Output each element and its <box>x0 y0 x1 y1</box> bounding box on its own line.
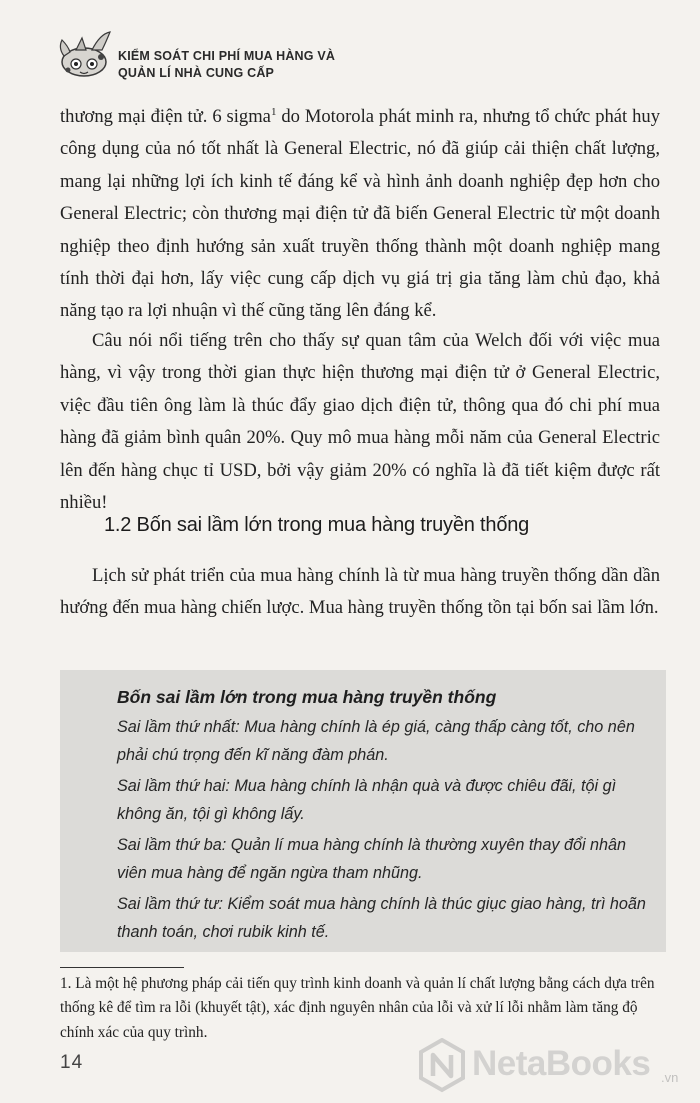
page-header <box>50 20 670 100</box>
paragraph-3-text: Lịch sử phát triển của mua hàng chính là từ mua hàng truyền thống dần dần hướng đến mua hàng chiến lược. Mua hàng truyền thống tồn tại bốn sai lầm lớn. <box>60 565 660 619</box>
paragraph-3 <box>60 560 660 625</box>
running-header-title <box>118 48 335 82</box>
netabooks-logo-icon <box>418 1038 466 1094</box>
box-title: Bốn sai lầm lớn trong mua hàng truyền thống <box>117 687 497 707</box>
watermark <box>418 1036 698 1096</box>
paragraph-1-start: thương mại điện tử. 6 sigma <box>60 106 271 127</box>
box-item-2: Sai lầm thứ hai: Mua hàng chính là nhận quà và được chiêu đãi, tội gì không ăn, tội gì không lấy. <box>117 777 617 823</box>
header-title-line-1: KIỂM SOÁT CHI PHÍ MUA HÀNG VÀ <box>118 49 336 63</box>
footnote-ref[interactable]: 1 <box>270 105 277 118</box>
watermark-suffix: .vn <box>661 1070 679 1085</box>
paragraph-1-rest: do Motorola phát minh ra, nhưng tổ chức phát huy công dụng của nó tốt nhất là General Electric, nó đã giúp cải thiện chất lượng, mang lại những lợi ích kinh tế đáng kể và hình ảnh doanh nghiệp đẹp hơn cho General Electric; còn thương mại điện tử đã biến General Electric từ một doanh nghiệp theo định hướng sản xuất truyền thống thành một doanh nghiệp mang tính thời đại hơn, lấy việc cung cấp dịch vụ giá trị gia tăng làm chủ đạo, khả năng tạo ra lợi nhuận vì thế cũng tăng lên đáng kể. <box>60 106 660 322</box>
watermark-brand: NetaBooks <box>472 1044 651 1083</box>
footnote: 1. Là một hệ phương pháp cải tiến quy trình kinh doanh và quản lí chất lượng bằng cách dựa trên thống kê để tìm ra lỗi (khuyết tật), xác định nguyên nhân của lỗi và xử lí lỗi nhằm làm tăng độ chính xác của quy trình. <box>60 975 655 1041</box>
section-heading: 1.2 Bốn sai lầm lớn trong mua hàng truyền thống <box>104 514 530 536</box>
box-items <box>117 713 647 949</box>
highlight-box <box>60 670 666 952</box>
box-item-4: Sai lầm thứ tư: Kiểm soát mua hàng chính là thúc giục giao hàng, trì hoãn thanh toán, chơi rubik kinh tế. <box>117 895 646 941</box>
header-title-line-2: QUẢN LÍ NHÀ CUNG CẤP <box>118 66 275 80</box>
box-item-1: Sai lầm thứ nhất: Mua hàng chính là ép giá, càng thấp càng tốt, cho nên phải chú trọng đến kĩ năng đàm phán. <box>117 718 635 764</box>
fish-cat-logo-icon <box>56 26 116 82</box>
page-number: 14 <box>60 1052 84 1073</box>
box-item-3: Sai lầm thứ ba: Quản lí mua hàng chính là thường xuyên thay đổi nhân viên mua hàng để ngăn ngừa tham nhũng. <box>117 836 627 882</box>
paragraph-2-text: Câu nói nổi tiếng trên cho thấy sự quan tâm của Welch đối với việc mua hàng, vì vậy trong thời gian thực hiện thương mại điện tử ở General Electric, việc đầu tiên ông làm là thúc đẩy giao dịch điện tử, thông qua đó chi phí mua hàng đã giảm bình quân 20%. Quy mô mua hàng mỗi năm của General Electric lên đến hàng chục tỉ USD, bởi vậy giảm 20% có nghĩa là đã tiết kiệm được rất nhiều! <box>60 330 660 514</box>
paragraph-2 <box>60 325 660 519</box>
paragraph-1 <box>60 101 660 328</box>
footnote-divider <box>60 967 184 968</box>
